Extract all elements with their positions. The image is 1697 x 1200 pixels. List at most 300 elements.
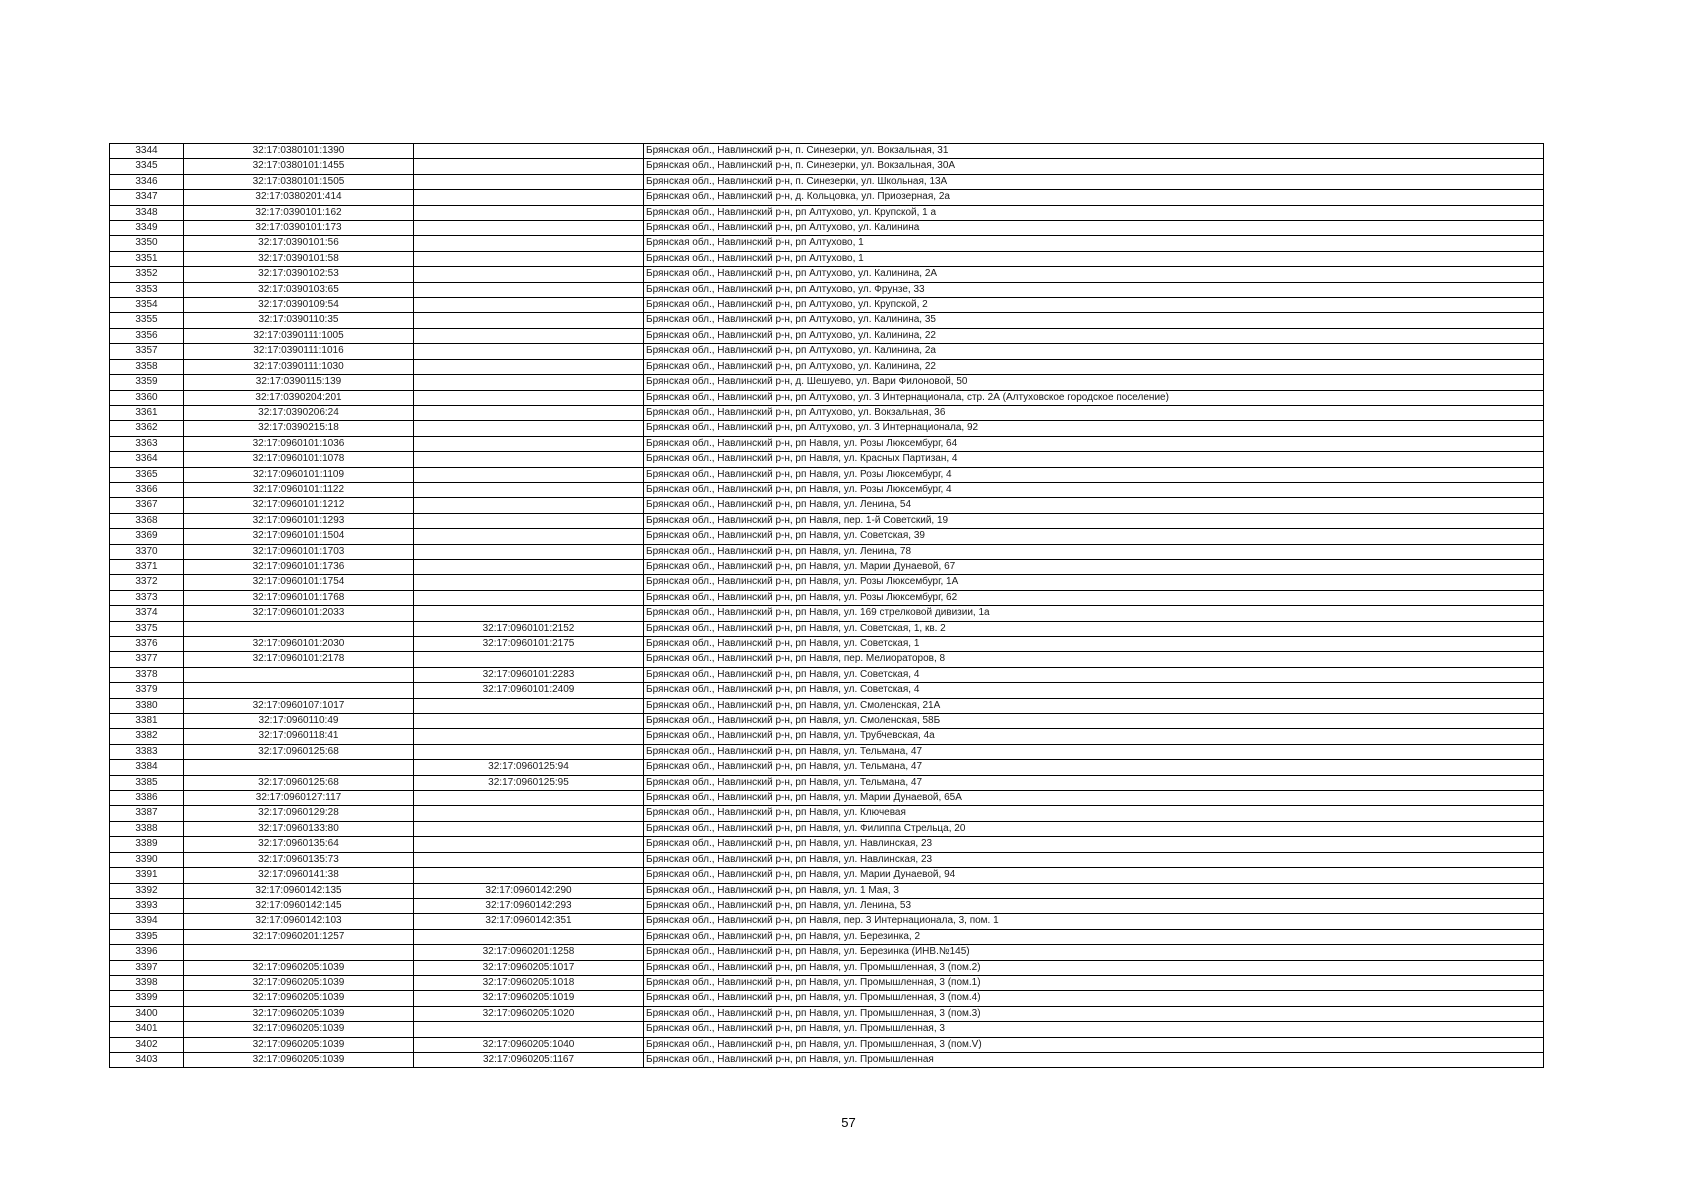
table-row	[110, 852, 1544, 867]
cadastral-number-cell: 32:17:0960205:1039	[184, 1037, 414, 1052]
object-cadastral-number-cell	[414, 405, 644, 420]
table-row	[110, 637, 1544, 652]
object-cadastral-number-cell	[414, 868, 644, 883]
address-cell: Брянская обл., Навлинский р-н, рп Алтухово, ул. Калинина, 2а	[644, 344, 1544, 359]
cadastral-number-cell: 32:17:0960101:1293	[184, 513, 414, 528]
row-number-cell: 3390	[110, 852, 184, 867]
cadastral-number-cell: 32:17:0960107:1017	[184, 698, 414, 713]
address-cell: Брянская обл., Навлинский р-н, рп Навля, ул. Марии Дунаевой, 65А	[644, 791, 1544, 806]
cadastral-number-cell: 32:17:0390111:1016	[184, 344, 414, 359]
cadastral-number-cell: 32:17:0960133:80	[184, 821, 414, 836]
row-number-cell: 3347	[110, 190, 184, 205]
row-number-cell: 3364	[110, 452, 184, 467]
object-cadastral-number-cell	[414, 513, 644, 528]
row-number-cell: 3351	[110, 251, 184, 266]
table-row	[110, 837, 1544, 852]
address-cell: Брянская обл., Навлинский р-н, рп Навля, ул. Тельмана, 47	[644, 760, 1544, 775]
table-row	[110, 960, 1544, 975]
row-number-cell: 3393	[110, 898, 184, 913]
row-number-cell: 3378	[110, 667, 184, 682]
row-number-cell: 3395	[110, 929, 184, 944]
object-cadastral-number-cell: 32:17:0960142:351	[414, 914, 644, 929]
registry-table	[109, 143, 1544, 1068]
cadastral-number-cell: 32:17:0390215:18	[184, 421, 414, 436]
row-number-cell: 3389	[110, 837, 184, 852]
row-number-cell: 3401	[110, 1022, 184, 1037]
table-row	[110, 1006, 1544, 1021]
object-cadastral-number-cell	[414, 559, 644, 574]
object-cadastral-number-cell	[414, 852, 644, 867]
address-cell: Брянская обл., Навлинский р-н, рп Навля, ул. Советская, 4	[644, 667, 1544, 682]
address-cell: Брянская обл., Навлинский р-н, рп Навля, ул. 1 Мая, 3	[644, 883, 1544, 898]
row-number-cell: 3384	[110, 760, 184, 775]
cadastral-number-cell: 32:17:0960118:41	[184, 729, 414, 744]
address-cell: Брянская обл., Навлинский р-н, рп Алтухово, ул. 3 Интернационала, 92	[644, 421, 1544, 436]
address-cell: Брянская обл., Навлинский р-н, рп Навля, пер. 3 Интернационала, 3, пом. 1	[644, 914, 1544, 929]
object-cadastral-number-cell: 32:17:0960125:95	[414, 775, 644, 790]
object-cadastral-number-cell	[414, 652, 644, 667]
cadastral-number-cell: 32:17:0380101:1455	[184, 159, 414, 174]
cadastral-number-cell: 32:17:0960205:1039	[184, 1052, 414, 1067]
object-cadastral-number-cell	[414, 744, 644, 759]
table-row	[110, 606, 1544, 621]
table-row	[110, 529, 1544, 544]
cadastral-number-cell: 32:17:0960101:1768	[184, 590, 414, 605]
row-number-cell: 3394	[110, 914, 184, 929]
row-number-cell: 3383	[110, 744, 184, 759]
table-row	[110, 590, 1544, 605]
row-number-cell: 3397	[110, 960, 184, 975]
object-cadastral-number-cell	[414, 205, 644, 220]
address-cell: Брянская обл., Навлинский р-н, рп Навля, ул. Промышленная	[644, 1052, 1544, 1067]
cadastral-number-cell: 32:17:0960101:1122	[184, 482, 414, 497]
cadastral-number-cell: 32:17:0960201:1257	[184, 929, 414, 944]
cadastral-number-cell	[184, 667, 414, 682]
object-cadastral-number-cell	[414, 359, 644, 374]
address-cell: Брянская обл., Навлинский р-н, рп Навля, ул. Розы Люксембург, 1А	[644, 575, 1544, 590]
address-cell: Брянская обл., Навлинский р-н, рп Навля, ул. Советская, 1	[644, 637, 1544, 652]
table-row	[110, 498, 1544, 513]
row-number-cell: 3375	[110, 621, 184, 636]
cadastral-number-cell: 32:17:0960101:2033	[184, 606, 414, 621]
address-cell: Брянская обл., Навлинский р-н, рп Алтухово, ул. Калинина	[644, 221, 1544, 236]
table-row	[110, 359, 1544, 374]
address-cell: Брянская обл., Навлинский р-н, рп Навля, ул. Розы Люксембург, 4	[644, 482, 1544, 497]
object-cadastral-number-cell	[414, 236, 644, 251]
address-cell: Брянская обл., Навлинский р-н, п. Синезерки, ул. Вокзальная, 31	[644, 144, 1544, 159]
row-number-cell: 3344	[110, 144, 184, 159]
row-number-cell: 3361	[110, 405, 184, 420]
table-row	[110, 760, 1544, 775]
address-cell: Брянская обл., Навлинский р-н, рп Алтухово, ул. Калинина, 22	[644, 359, 1544, 374]
cadastral-number-cell	[184, 683, 414, 698]
object-cadastral-number-cell	[414, 544, 644, 559]
object-cadastral-number-cell	[414, 729, 644, 744]
table-row	[110, 991, 1544, 1006]
table-row	[110, 436, 1544, 451]
cadastral-number-cell: 32:17:0960129:28	[184, 806, 414, 821]
object-cadastral-number-cell	[414, 837, 644, 852]
table-row	[110, 344, 1544, 359]
object-cadastral-number-cell: 32:17:0960205:1167	[414, 1052, 644, 1067]
cadastral-number-cell: 32:17:0960101:1736	[184, 559, 414, 574]
object-cadastral-number-cell: 32:17:0960101:2175	[414, 637, 644, 652]
address-cell: Брянская обл., Навлинский р-н, рп Алтухово, 1	[644, 251, 1544, 266]
table-row	[110, 405, 1544, 420]
row-number-cell: 3346	[110, 174, 184, 189]
cadastral-number-cell: 32:17:0960142:145	[184, 898, 414, 913]
object-cadastral-number-cell	[414, 344, 644, 359]
address-cell: Брянская обл., Навлинский р-н, рп Навля, ул. Розы Люксембург, 62	[644, 590, 1544, 605]
cadastral-number-cell: 32:17:0390101:58	[184, 251, 414, 266]
object-cadastral-number-cell	[414, 174, 644, 189]
cadastral-number-cell: 32:17:0960142:135	[184, 883, 414, 898]
address-cell: Брянская обл., Навлинский р-н, рп Алтухово, ул. Калинина, 22	[644, 328, 1544, 343]
row-number-cell: 3402	[110, 1037, 184, 1052]
address-cell: Брянская обл., Навлинский р-н, рп Навля, ул. Ленина, 53	[644, 898, 1544, 913]
table-row	[110, 174, 1544, 189]
cadastral-number-cell: 32:17:0390101:56	[184, 236, 414, 251]
address-cell: Брянская обл., Навлинский р-н, рп Навля, ул. Навлинская, 23	[644, 837, 1544, 852]
address-cell: Брянская обл., Навлинский р-н, рп Навля, ул. Советская, 1, кв. 2	[644, 621, 1544, 636]
object-cadastral-number-cell	[414, 390, 644, 405]
address-cell: Брянская обл., Навлинский р-н, рп Алтухово, ул. Вокзальная, 36	[644, 405, 1544, 420]
object-cadastral-number-cell	[414, 328, 644, 343]
table-row	[110, 652, 1544, 667]
address-cell: Брянская обл., Навлинский р-н, рп Навля, ул. Советская, 39	[644, 529, 1544, 544]
row-number-cell: 3392	[110, 883, 184, 898]
row-number-cell: 3376	[110, 637, 184, 652]
object-cadastral-number-cell	[414, 698, 644, 713]
object-cadastral-number-cell	[414, 267, 644, 282]
row-number-cell: 3372	[110, 575, 184, 590]
row-number-cell: 3380	[110, 698, 184, 713]
object-cadastral-number-cell: 32:17:0960201:1258	[414, 945, 644, 960]
address-cell: Брянская обл., Навлинский р-н, рп Алтухово, ул. Крупской, 2	[644, 298, 1544, 313]
table-row	[110, 575, 1544, 590]
object-cadastral-number-cell	[414, 159, 644, 174]
table-row	[110, 975, 1544, 990]
row-number-cell: 3345	[110, 159, 184, 174]
table-row	[110, 282, 1544, 297]
row-number-cell: 3360	[110, 390, 184, 405]
address-cell: Брянская обл., Навлинский р-н, рп Навля, ул. Ленина, 78	[644, 544, 1544, 559]
row-number-cell: 3396	[110, 945, 184, 960]
object-cadastral-number-cell	[414, 452, 644, 467]
cadastral-number-cell: 32:17:0390102:53	[184, 267, 414, 282]
cadastral-number-cell: 32:17:0390206:24	[184, 405, 414, 420]
table-row	[110, 328, 1544, 343]
cadastral-number-cell	[184, 945, 414, 960]
table-row	[110, 313, 1544, 328]
row-number-cell: 3399	[110, 991, 184, 1006]
cadastral-number-cell: 32:17:0390115:139	[184, 375, 414, 390]
table-row	[110, 221, 1544, 236]
cadastral-number-cell: 32:17:0380201:414	[184, 190, 414, 205]
address-cell: Брянская обл., Навлинский р-н, рп Навля, ул. Промышленная, 3 (пом.4)	[644, 991, 1544, 1006]
row-number-cell: 3374	[110, 606, 184, 621]
object-cadastral-number-cell: 32:17:0960205:1019	[414, 991, 644, 1006]
cadastral-number-cell: 32:17:0960125:68	[184, 744, 414, 759]
address-cell: Брянская обл., Навлинский р-н, рп Навля, ул. Тельмана, 47	[644, 775, 1544, 790]
object-cadastral-number-cell	[414, 298, 644, 313]
object-cadastral-number-cell: 32:17:0960205:1018	[414, 975, 644, 990]
row-number-cell: 3362	[110, 421, 184, 436]
cadastral-number-cell: 32:17:0380101:1505	[184, 174, 414, 189]
object-cadastral-number-cell	[414, 1022, 644, 1037]
table-row	[110, 144, 1544, 159]
row-number-cell: 3359	[110, 375, 184, 390]
cadastral-number-cell: 32:17:0960101:1036	[184, 436, 414, 451]
row-number-cell: 3350	[110, 236, 184, 251]
object-cadastral-number-cell: 32:17:0960205:1020	[414, 1006, 644, 1021]
row-number-cell: 3370	[110, 544, 184, 559]
address-cell: Брянская обл., Навлинский р-н, рп Алтухово, ул. Калинина, 35	[644, 313, 1544, 328]
row-number-cell: 3391	[110, 868, 184, 883]
cadastral-number-cell: 32:17:0960125:68	[184, 775, 414, 790]
object-cadastral-number-cell	[414, 190, 644, 205]
cadastral-number-cell: 32:17:0960101:1754	[184, 575, 414, 590]
row-number-cell: 3377	[110, 652, 184, 667]
table-row	[110, 744, 1544, 759]
table-row	[110, 482, 1544, 497]
address-cell: Брянская обл., Навлинский р-н, рп Навля, ул. Трубчевская, 4а	[644, 729, 1544, 744]
object-cadastral-number-cell	[414, 714, 644, 729]
cadastral-number-cell: 32:17:0960141:38	[184, 868, 414, 883]
table-row	[110, 390, 1544, 405]
row-number-cell: 3365	[110, 467, 184, 482]
cadastral-number-cell: 32:17:0390110:35	[184, 313, 414, 328]
object-cadastral-number-cell	[414, 606, 644, 621]
table-row	[110, 775, 1544, 790]
object-cadastral-number-cell	[414, 929, 644, 944]
address-cell: Брянская обл., Навлинский р-н, рп Навля, пер. 1-й Советский, 19	[644, 513, 1544, 528]
page-number: 57	[841, 1115, 856, 1130]
table-row	[110, 190, 1544, 205]
row-number-cell: 3388	[110, 821, 184, 836]
table-row	[110, 698, 1544, 713]
address-cell: Брянская обл., Навлинский р-н, рп Навля, ул. Красных Партизан, 4	[644, 452, 1544, 467]
object-cadastral-number-cell	[414, 436, 644, 451]
row-number-cell: 3352	[110, 267, 184, 282]
object-cadastral-number-cell	[414, 821, 644, 836]
cadastral-number-cell: 32:17:0960142:103	[184, 914, 414, 929]
object-cadastral-number-cell: 32:17:0960101:2283	[414, 667, 644, 682]
cadastral-number-cell: 32:17:0390204:201	[184, 390, 414, 405]
cadastral-number-cell	[184, 760, 414, 775]
address-cell: Брянская обл., Навлинский р-н, рп Навля, ул. Розы Люксембург, 64	[644, 436, 1544, 451]
object-cadastral-number-cell	[414, 791, 644, 806]
row-number-cell: 3368	[110, 513, 184, 528]
address-cell: Брянская обл., Навлинский р-н, рп Навля, ул. Розы Люксембург, 4	[644, 467, 1544, 482]
row-number-cell: 3371	[110, 559, 184, 574]
table-row	[110, 929, 1544, 944]
address-cell: Брянская обл., Навлинский р-н, рп Навля, ул. Филиппа Стрельца, 20	[644, 821, 1544, 836]
cadastral-number-cell: 32:17:0960205:1039	[184, 1006, 414, 1021]
address-cell: Брянская обл., Навлинский р-н, рп Навля, ул. 169 стрелковой дивизии, 1а	[644, 606, 1544, 621]
table-row	[110, 667, 1544, 682]
object-cadastral-number-cell: 32:17:0960205:1017	[414, 960, 644, 975]
object-cadastral-number-cell	[414, 498, 644, 513]
table-row	[110, 945, 1544, 960]
table-row	[110, 559, 1544, 574]
table-row	[110, 421, 1544, 436]
object-cadastral-number-cell: 32:17:0960142:293	[414, 898, 644, 913]
cadastral-number-cell: 32:17:0960205:1039	[184, 1022, 414, 1037]
table-row	[110, 375, 1544, 390]
address-cell: Брянская обл., Навлинский р-н, рп Навля, ул. Смоленская, 58Б	[644, 714, 1544, 729]
cadastral-number-cell: 32:17:0390101:162	[184, 205, 414, 220]
cadastral-number-cell: 32:17:0960101:1703	[184, 544, 414, 559]
object-cadastral-number-cell	[414, 313, 644, 328]
address-cell: Брянская обл., Навлинский р-н, рп Алтухово, ул. 3 Интернационала, стр. 2А (Алтуховское городское поселение)	[644, 390, 1544, 405]
row-number-cell: 3386	[110, 791, 184, 806]
object-cadastral-number-cell: 32:17:0960205:1040	[414, 1037, 644, 1052]
row-number-cell: 3366	[110, 482, 184, 497]
row-number-cell: 3382	[110, 729, 184, 744]
table-row	[110, 298, 1544, 313]
cadastral-number-cell: 32:17:0960101:1078	[184, 452, 414, 467]
table-row	[110, 1037, 1544, 1052]
table-row	[110, 914, 1544, 929]
table-row	[110, 544, 1544, 559]
address-cell: Брянская обл., Навлинский р-н, д. Шешуево, ул. Вари Филоновой, 50	[644, 375, 1544, 390]
cadastral-number-cell: 32:17:0390111:1005	[184, 328, 414, 343]
object-cadastral-number-cell: 32:17:0960101:2409	[414, 683, 644, 698]
table-row	[110, 791, 1544, 806]
cadastral-number-cell: 32:17:0960101:2030	[184, 637, 414, 652]
cadastral-number-cell: 32:17:0960127:117	[184, 791, 414, 806]
object-cadastral-number-cell	[414, 482, 644, 497]
registry-table-body	[110, 144, 1544, 1068]
address-cell: Брянская обл., Навлинский р-н, рп Навля, ул. Марии Дунаевой, 94	[644, 868, 1544, 883]
table-row	[110, 205, 1544, 220]
table-row	[110, 267, 1544, 282]
cadastral-number-cell	[184, 621, 414, 636]
address-cell: Брянская обл., Навлинский р-н, рп Навля, пер. Мелиораторов, 8	[644, 652, 1544, 667]
object-cadastral-number-cell	[414, 575, 644, 590]
address-cell: Брянская обл., Навлинский р-н, рп Навля, ул. Березинка (ИНВ.№145)	[644, 945, 1544, 960]
address-cell: Брянская обл., Навлинский р-н, рп Навля, ул. Ленина, 54	[644, 498, 1544, 513]
row-number-cell: 3356	[110, 328, 184, 343]
row-number-cell: 3381	[110, 714, 184, 729]
address-cell: Брянская обл., Навлинский р-н, рп Навля, ул. Смоленская, 21А	[644, 698, 1544, 713]
row-number-cell: 3369	[110, 529, 184, 544]
row-number-cell: 3403	[110, 1052, 184, 1067]
address-cell: Брянская обл., Навлинский р-н, п. Синезерки, ул. Вокзальная, 30А	[644, 159, 1544, 174]
address-cell: Брянская обл., Навлинский р-н, рп Навля, ул. Марии Дунаевой, 67	[644, 559, 1544, 574]
address-cell: Брянская обл., Навлинский р-н, рп Навля, ул. Промышленная, 3 (пом.2)	[644, 960, 1544, 975]
object-cadastral-number-cell	[414, 282, 644, 297]
row-number-cell: 3348	[110, 205, 184, 220]
row-number-cell: 3349	[110, 221, 184, 236]
object-cadastral-number-cell	[414, 221, 644, 236]
cadastral-number-cell: 32:17:0380101:1390	[184, 144, 414, 159]
table-row	[110, 621, 1544, 636]
table-row	[110, 236, 1544, 251]
table-row	[110, 714, 1544, 729]
row-number-cell: 3398	[110, 975, 184, 990]
table-row	[110, 159, 1544, 174]
cadastral-number-cell: 32:17:0390111:1030	[184, 359, 414, 374]
address-cell: Брянская обл., Навлинский р-н, д. Кольцовка, ул. Приозерная, 2а	[644, 190, 1544, 205]
row-number-cell: 3385	[110, 775, 184, 790]
table-row	[110, 1052, 1544, 1067]
cadastral-number-cell: 32:17:0960101:1212	[184, 498, 414, 513]
row-number-cell: 3373	[110, 590, 184, 605]
cadastral-number-cell: 32:17:0960135:64	[184, 837, 414, 852]
row-number-cell: 3355	[110, 313, 184, 328]
row-number-cell: 3367	[110, 498, 184, 513]
cadastral-number-cell: 32:17:0390109:54	[184, 298, 414, 313]
cadastral-number-cell: 32:17:0390103:65	[184, 282, 414, 297]
table-row	[110, 729, 1544, 744]
row-number-cell: 3354	[110, 298, 184, 313]
cadastral-number-cell: 32:17:0960101:1504	[184, 529, 414, 544]
table-row	[110, 1022, 1544, 1037]
object-cadastral-number-cell	[414, 529, 644, 544]
address-cell: Брянская обл., Навлинский р-н, рп Навля, ул. Промышленная, 3	[644, 1022, 1544, 1037]
table-row	[110, 868, 1544, 883]
table-row	[110, 883, 1544, 898]
table-row	[110, 821, 1544, 836]
cadastral-number-cell: 32:17:0960205:1039	[184, 960, 414, 975]
object-cadastral-number-cell: 32:17:0960142:290	[414, 883, 644, 898]
address-cell: Брянская обл., Навлинский р-н, рп Навля, ул. Промышленная, 3 (пом.3)	[644, 1006, 1544, 1021]
address-cell: Брянская обл., Навлинский р-н, рп Алтухово, ул. Крупской, 1 а	[644, 205, 1544, 220]
cadastral-number-cell: 32:17:0960101:2178	[184, 652, 414, 667]
row-number-cell: 3379	[110, 683, 184, 698]
cadastral-number-cell: 32:17:0960205:1039	[184, 991, 414, 1006]
object-cadastral-number-cell	[414, 251, 644, 266]
address-cell: Брянская обл., Навлинский р-н, рп Навля, ул. Промышленная, 3 (пом.V)	[644, 1037, 1544, 1052]
object-cadastral-number-cell: 32:17:0960101:2152	[414, 621, 644, 636]
object-cadastral-number-cell	[414, 375, 644, 390]
row-number-cell: 3400	[110, 1006, 184, 1021]
address-cell: Брянская обл., Навлинский р-н, рп Алтухово, ул. Фрунзе, 33	[644, 282, 1544, 297]
cadastral-number-cell: 32:17:0960205:1039	[184, 975, 414, 990]
address-cell: Брянская обл., Навлинский р-н, рп Навля, ул. Советская, 4	[644, 683, 1544, 698]
address-cell: Брянская обл., Навлинский р-н, рп Навля, ул. Тельмана, 47	[644, 744, 1544, 759]
address-cell: Брянская обл., Навлинский р-н, рп Навля, ул. Березинка, 2	[644, 929, 1544, 944]
cadastral-number-cell: 32:17:0960135:73	[184, 852, 414, 867]
table-row	[110, 683, 1544, 698]
address-cell: Брянская обл., Навлинский р-н, п. Синезерки, ул. Школьная, 13А	[644, 174, 1544, 189]
table-row	[110, 898, 1544, 913]
object-cadastral-number-cell: 32:17:0960125:94	[414, 760, 644, 775]
table-row	[110, 806, 1544, 821]
table-row	[110, 513, 1544, 528]
address-cell: Брянская обл., Навлинский р-н, рп Алтухово, ул. Калинина, 2А	[644, 267, 1544, 282]
address-cell: Брянская обл., Навлинский р-н, рп Навля, ул. Промышленная, 3 (пом.1)	[644, 975, 1544, 990]
row-number-cell: 3353	[110, 282, 184, 297]
address-cell: Брянская обл., Навлинский р-н, рп Навля, ул. Ключевая	[644, 806, 1544, 821]
object-cadastral-number-cell	[414, 467, 644, 482]
object-cadastral-number-cell	[414, 144, 644, 159]
cadastral-number-cell: 32:17:0960101:1109	[184, 467, 414, 482]
row-number-cell: 3357	[110, 344, 184, 359]
row-number-cell: 3363	[110, 436, 184, 451]
cadastral-number-cell: 32:17:0390101:173	[184, 221, 414, 236]
object-cadastral-number-cell	[414, 806, 644, 821]
table-row	[110, 452, 1544, 467]
object-cadastral-number-cell	[414, 421, 644, 436]
cadastral-number-cell: 32:17:0960110:49	[184, 714, 414, 729]
row-number-cell: 3387	[110, 806, 184, 821]
address-cell: Брянская обл., Навлинский р-н, рп Навля, ул. Навлинская, 23	[644, 852, 1544, 867]
table-row	[110, 467, 1544, 482]
row-number-cell: 3358	[110, 359, 184, 374]
